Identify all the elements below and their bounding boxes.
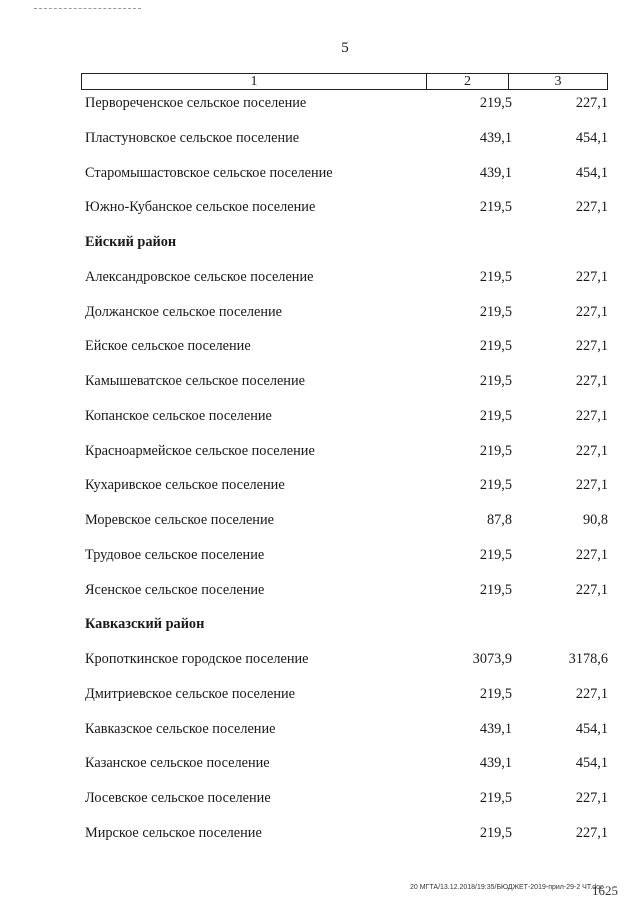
value-col-2: 219,5 bbox=[479, 442, 512, 459]
table-row bbox=[85, 510, 608, 530]
value-col-2: 219,5 bbox=[479, 790, 512, 806]
value-col-3: 227,1 bbox=[575, 303, 608, 320]
settlement-name: Копанское сельское поселение bbox=[85, 407, 272, 424]
settlement-name: Мирское сельское поселение bbox=[85, 824, 262, 841]
table-row bbox=[85, 302, 608, 322]
value-col-3: 227,1 bbox=[575, 477, 608, 494]
value-col-3: 227,1 bbox=[575, 199, 608, 216]
table-row bbox=[85, 128, 608, 148]
table-header-col-2: 2 bbox=[427, 74, 509, 89]
value-col-3: 90,8 bbox=[582, 512, 608, 528]
table-row bbox=[85, 788, 608, 808]
table-header bbox=[81, 73, 608, 90]
table-row bbox=[85, 197, 608, 217]
settlement-name: Ясенское сельское поселение bbox=[85, 581, 265, 598]
settlement-name: Пластуновское сельское поселение bbox=[85, 129, 300, 146]
table-row bbox=[85, 545, 608, 565]
table-row bbox=[85, 823, 608, 843]
table-row bbox=[85, 719, 608, 739]
value-col-2: 219,5 bbox=[479, 338, 512, 355]
settlement-name: Лосевское сельское поселение bbox=[85, 790, 271, 806]
value-col-3: 227,1 bbox=[575, 338, 608, 355]
value-col-2: 439,1 bbox=[479, 129, 512, 146]
value-col-3: 454,1 bbox=[575, 720, 608, 737]
table-row bbox=[85, 163, 608, 183]
value-col-3: 454,1 bbox=[575, 164, 608, 181]
section-heading-row bbox=[85, 614, 608, 634]
value-col-2: 439,1 bbox=[479, 720, 512, 737]
value-col-3: 227,1 bbox=[575, 268, 608, 285]
settlement-name: Александровское сельское поселение bbox=[85, 268, 314, 285]
value-col-2: 219,5 bbox=[479, 477, 512, 494]
table-row bbox=[85, 441, 608, 461]
value-col-3: 227,1 bbox=[575, 581, 608, 598]
value-col-2: 219,5 bbox=[479, 303, 512, 320]
section-heading: Кавказский район bbox=[85, 616, 205, 633]
value-col-2: 219,5 bbox=[479, 546, 512, 563]
settlement-name: Первореченское сельское поселение bbox=[85, 95, 307, 111]
top-dashed-rule bbox=[34, 8, 141, 9]
value-col-3: 227,1 bbox=[575, 546, 608, 563]
value-col-3: 227,1 bbox=[575, 442, 608, 459]
value-col-3: 227,1 bbox=[575, 373, 608, 389]
value-col-2: 219,5 bbox=[479, 95, 512, 111]
section-heading-row bbox=[85, 232, 608, 252]
value-col-2: 87,8 bbox=[486, 512, 512, 528]
table-row bbox=[85, 753, 608, 773]
settlement-name: Трудовое сельское поселение bbox=[85, 546, 265, 563]
section-heading: Ейский район bbox=[85, 234, 177, 250]
table-row bbox=[85, 649, 608, 669]
value-col-3: 227,1 bbox=[575, 95, 608, 111]
table-row bbox=[85, 684, 608, 704]
value-col-2: 3073,9 bbox=[472, 651, 512, 667]
settlement-name: Камышеватское сельское поселение bbox=[85, 373, 305, 389]
value-col-3: 454,1 bbox=[575, 755, 608, 772]
footer-file-path: 20 МГТА/13.12.2018/19:35/БЮДЖЕТ-2019-прил-29-2 ЧТ.doc bbox=[410, 884, 604, 891]
value-col-2: 219,5 bbox=[479, 581, 512, 598]
settlement-name: Кропоткинское городское поселение bbox=[85, 651, 309, 667]
value-col-2: 219,5 bbox=[479, 199, 512, 216]
table-header-col-3: 3 bbox=[554, 74, 562, 89]
value-col-3: 227,1 bbox=[575, 790, 608, 806]
settlement-name: Казанское сельское поселение bbox=[85, 755, 270, 772]
settlement-name: Кухаривское сельское поселение bbox=[85, 477, 285, 494]
page-number: 5 bbox=[341, 40, 349, 56]
settlement-name: Моревское сельское поселение bbox=[85, 512, 274, 528]
settlement-name: Дмитриевское сельское поселение bbox=[85, 685, 295, 702]
settlement-name: Красноармейское сельское поселение bbox=[85, 442, 315, 459]
value-col-2: 219,5 bbox=[479, 268, 512, 285]
value-col-2: 219,5 bbox=[479, 373, 512, 389]
value-col-2: 219,5 bbox=[479, 685, 512, 702]
value-col-2: 439,1 bbox=[479, 755, 512, 772]
settlement-name: Кавказское сельское поселение bbox=[85, 720, 276, 737]
table-row bbox=[85, 475, 608, 495]
table-row bbox=[85, 371, 608, 391]
value-col-2: 439,1 bbox=[479, 164, 512, 181]
table-row bbox=[85, 580, 608, 600]
value-col-3: 454,1 bbox=[575, 129, 608, 146]
value-col-3: 227,1 bbox=[575, 685, 608, 702]
value-col-2: 219,5 bbox=[479, 824, 512, 841]
table-header-col-1: 1 bbox=[82, 74, 427, 89]
table-row bbox=[85, 93, 608, 113]
settlement-name: Старомышастовское сельское поселение bbox=[85, 164, 333, 181]
settlement-name: Должанское сельское поселение bbox=[85, 303, 283, 320]
value-col-3: 3178,6 bbox=[568, 651, 608, 667]
settlement-name: Ейское сельское поселение bbox=[85, 338, 251, 355]
value-col-3: 227,1 bbox=[575, 824, 608, 841]
table-row bbox=[85, 336, 608, 356]
table-row bbox=[85, 267, 608, 287]
settlement-name: Южно-Кубанское сельское поселение bbox=[85, 199, 316, 216]
footer-page-number: 1625 bbox=[592, 883, 618, 898]
value-col-3: 227,1 bbox=[575, 407, 608, 424]
value-col-2: 219,5 bbox=[479, 407, 512, 424]
table-row bbox=[85, 406, 608, 426]
